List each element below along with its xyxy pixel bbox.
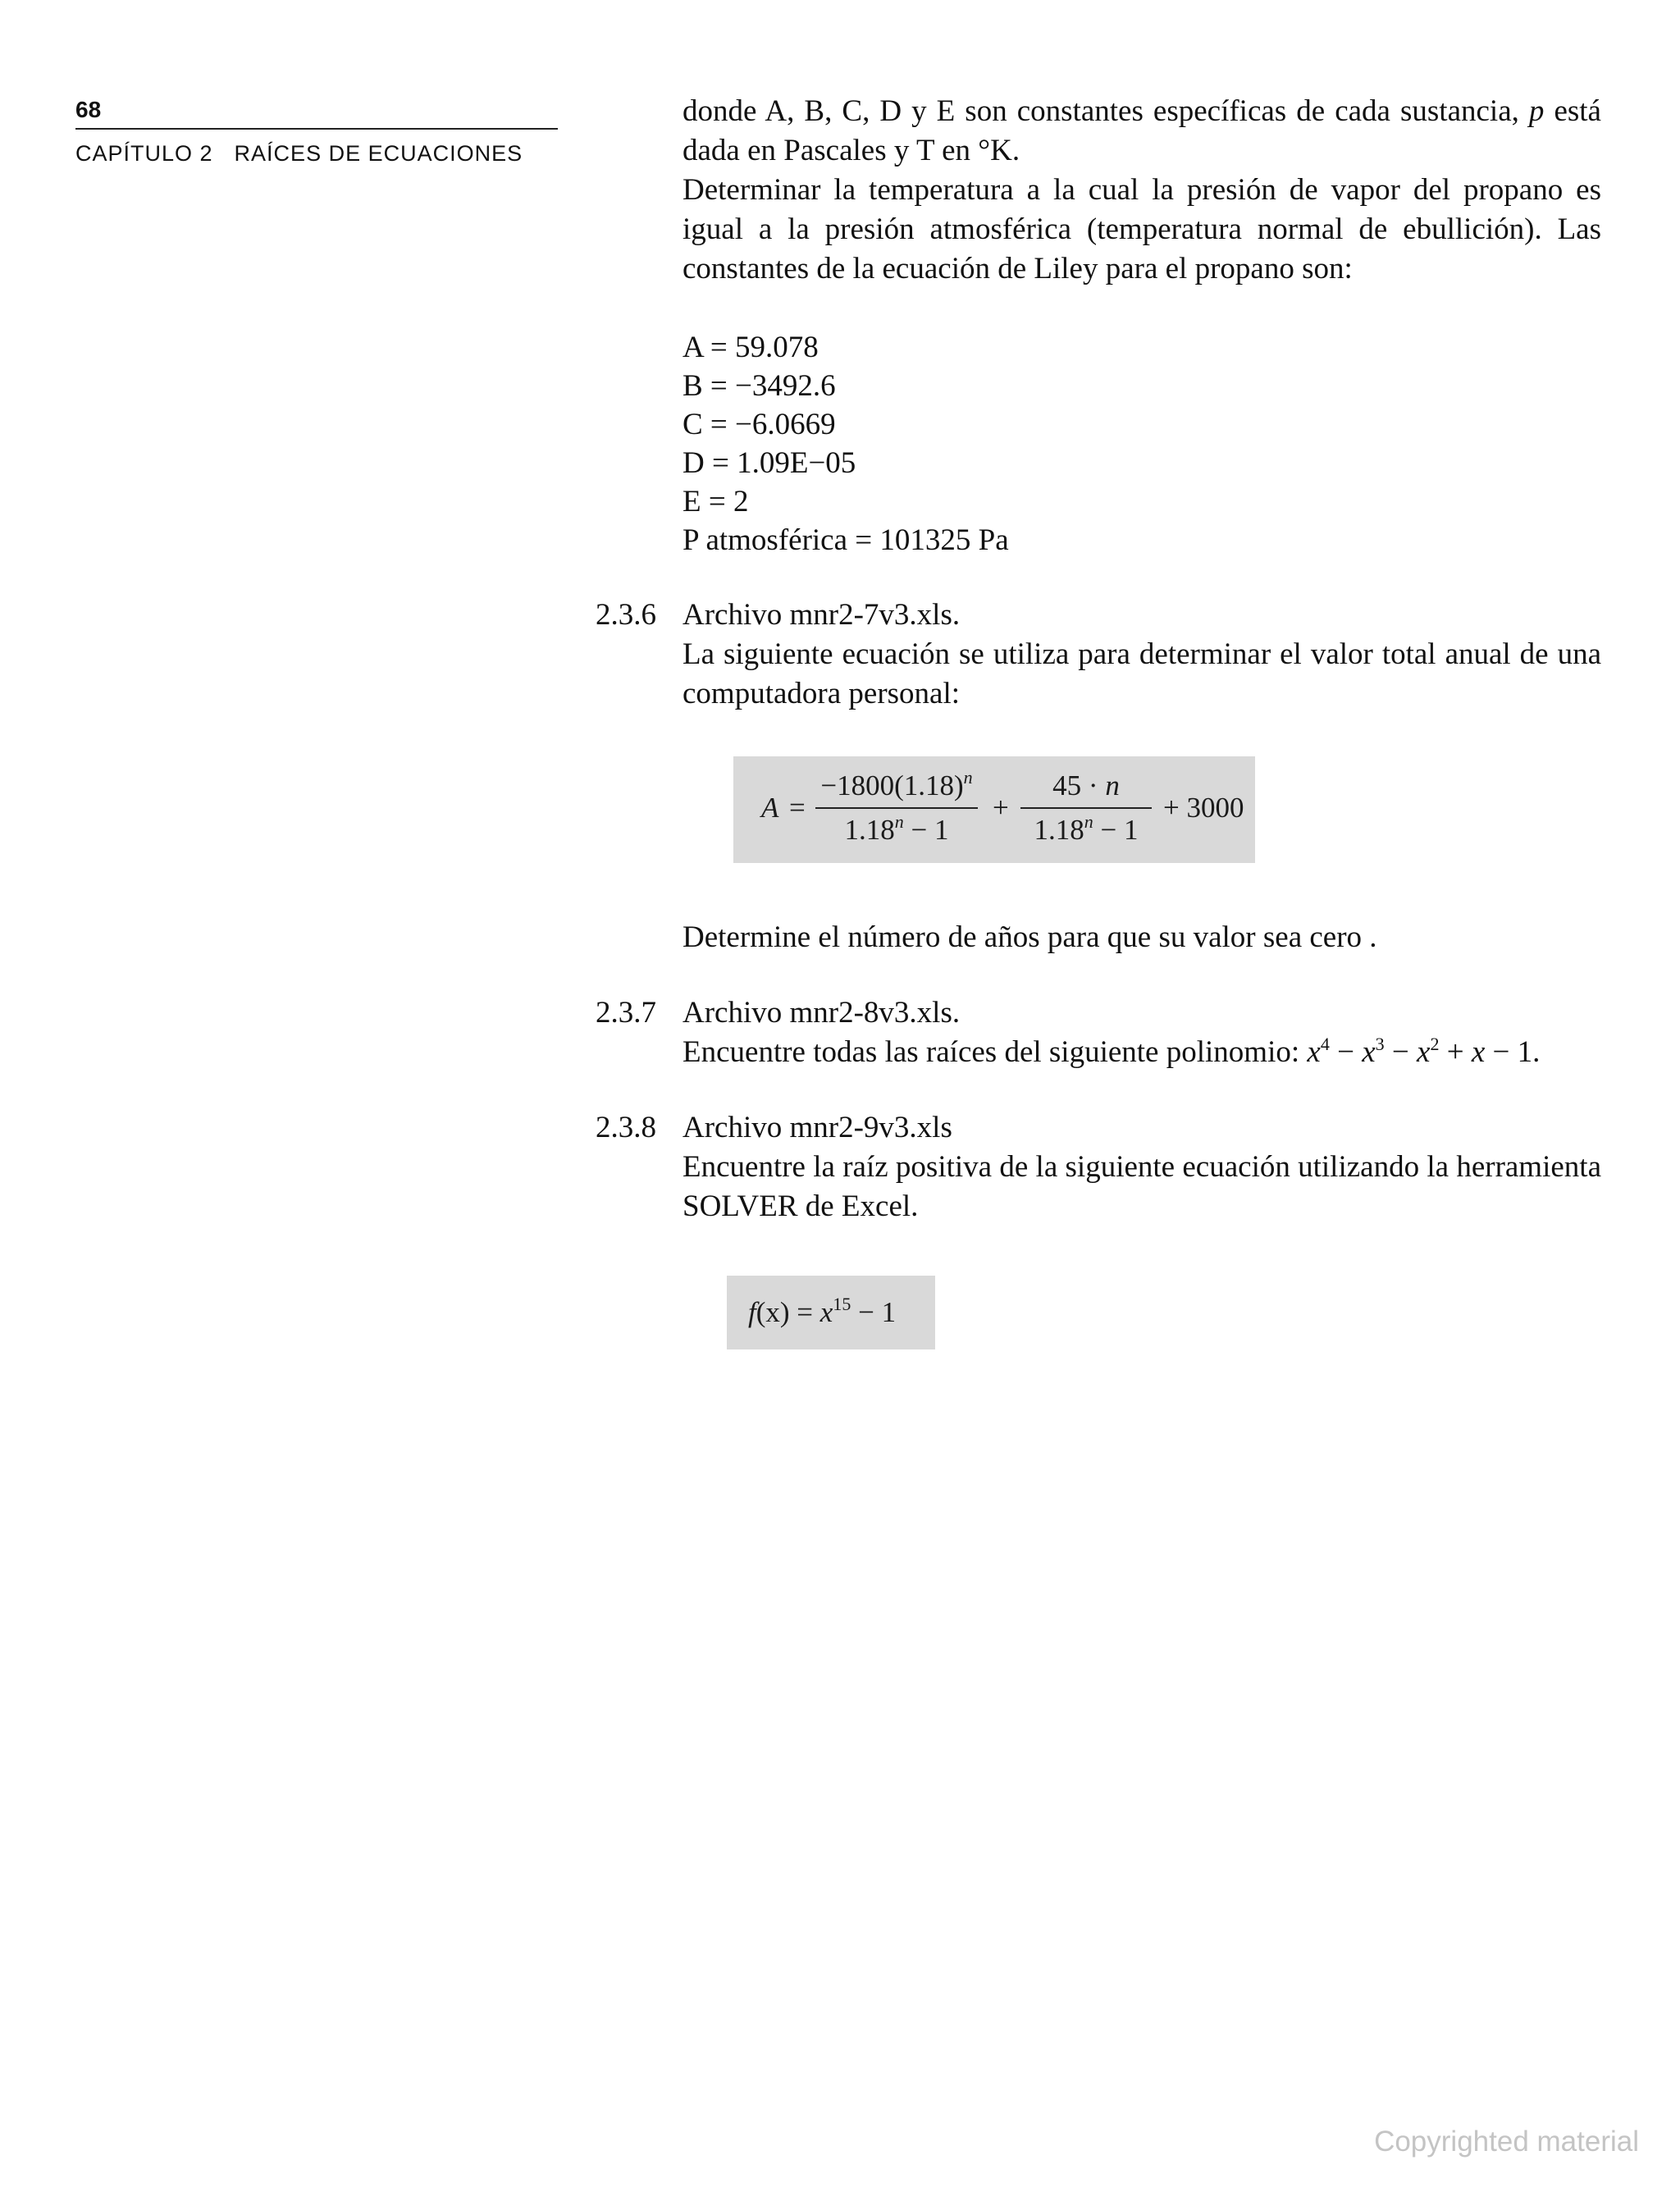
constant-e: E = 2 xyxy=(682,485,749,518)
copyright-watermark: Copyrighted material xyxy=(1374,2126,1639,2158)
fraction-1-numerator: $-1800(1.18)^n$ xyxy=(820,767,973,801)
formula-lhs: A xyxy=(761,792,779,824)
constants-list xyxy=(682,328,1601,559)
exercise-text: Encuentre la raíz positiva de la siguiente ecuación utilizando la herramienta SOLVER de Excel. xyxy=(682,1150,1601,1223)
chapter-title: RAÍCES DE ECUACIONES xyxy=(234,141,523,166)
formula-plus: + xyxy=(993,792,1009,824)
constant-c: C = −6.0669 xyxy=(682,408,836,441)
intro-variable-p: p xyxy=(1528,94,1545,128)
fraction-1-denominator: $1.18^n - 1$ xyxy=(844,811,949,846)
constant-p-atm: P atmosférica = 101325 Pa xyxy=(682,523,1009,557)
chapter-heading xyxy=(75,141,558,167)
running-header xyxy=(75,92,558,167)
exercise-text: Encuentre todas las raíces del siguiente polinomio: $x^4 - x^3 - x^2 + x - 1$. xyxy=(682,1034,1541,1069)
fraction-2 xyxy=(1020,765,1152,852)
intro-question: Determinar la temperatura a la cual la presión de vapor del propano es igual a la presión atmosférica (temperatura normal de ebullición). Las constantes de la ecuación de Liley para el propano son: xyxy=(682,173,1601,285)
chapter-label: CAPÍTULO 2 xyxy=(75,141,213,166)
exercise-file: Archivo mnr2-7v3.xls. xyxy=(682,598,961,632)
intro-paragraph xyxy=(682,92,1601,171)
exercise-text: La siguiente ecuación se utiliza para determinar el valor total anual de una computadora personal: xyxy=(682,637,1601,710)
intro-text-b: está dada en Pascales y T en °K. xyxy=(682,94,1601,167)
exercise-file: Archivo mnr2-8v3.xls. xyxy=(682,996,961,1030)
exercise-2-3-7 xyxy=(596,993,1601,1072)
function-formula xyxy=(727,1276,935,1349)
exercise-number: 2.3.7 xyxy=(596,996,656,1030)
value-formula xyxy=(733,756,1255,863)
exercise-question: Determine el número de años para que su valor sea cero . xyxy=(682,920,1377,954)
constant-a: A = 59.078 xyxy=(682,331,819,364)
fraction-1 xyxy=(815,765,978,852)
intro-text-a: donde A, B, C, D y E son constantes específicas de cada sustancia, xyxy=(682,94,1529,128)
constant-d: D = 1.09E−05 xyxy=(682,446,856,480)
exercise-number: 2.3.6 xyxy=(596,598,656,632)
constant-b: B = −3492.6 xyxy=(682,369,836,403)
fraction-2-numerator: 45 · n xyxy=(1052,769,1120,801)
fraction-2-denominator: $1.18^n - 1$ xyxy=(1034,811,1139,846)
page-number: 68 xyxy=(75,92,558,130)
function-expression: $f(x) = x^{15} - 1$ xyxy=(748,1294,897,1328)
exercise-2-3-6 xyxy=(596,596,1601,957)
formula-equals: = xyxy=(789,792,806,824)
exercise-file: Archivo mnr2-9v3.xls xyxy=(682,1111,952,1144)
page-body xyxy=(596,92,1601,1354)
formula-constant-term: + 3000 xyxy=(1163,792,1244,824)
exercise-number: 2.3.8 xyxy=(596,1111,656,1144)
exercise-2-3-8 xyxy=(596,1108,1601,1354)
